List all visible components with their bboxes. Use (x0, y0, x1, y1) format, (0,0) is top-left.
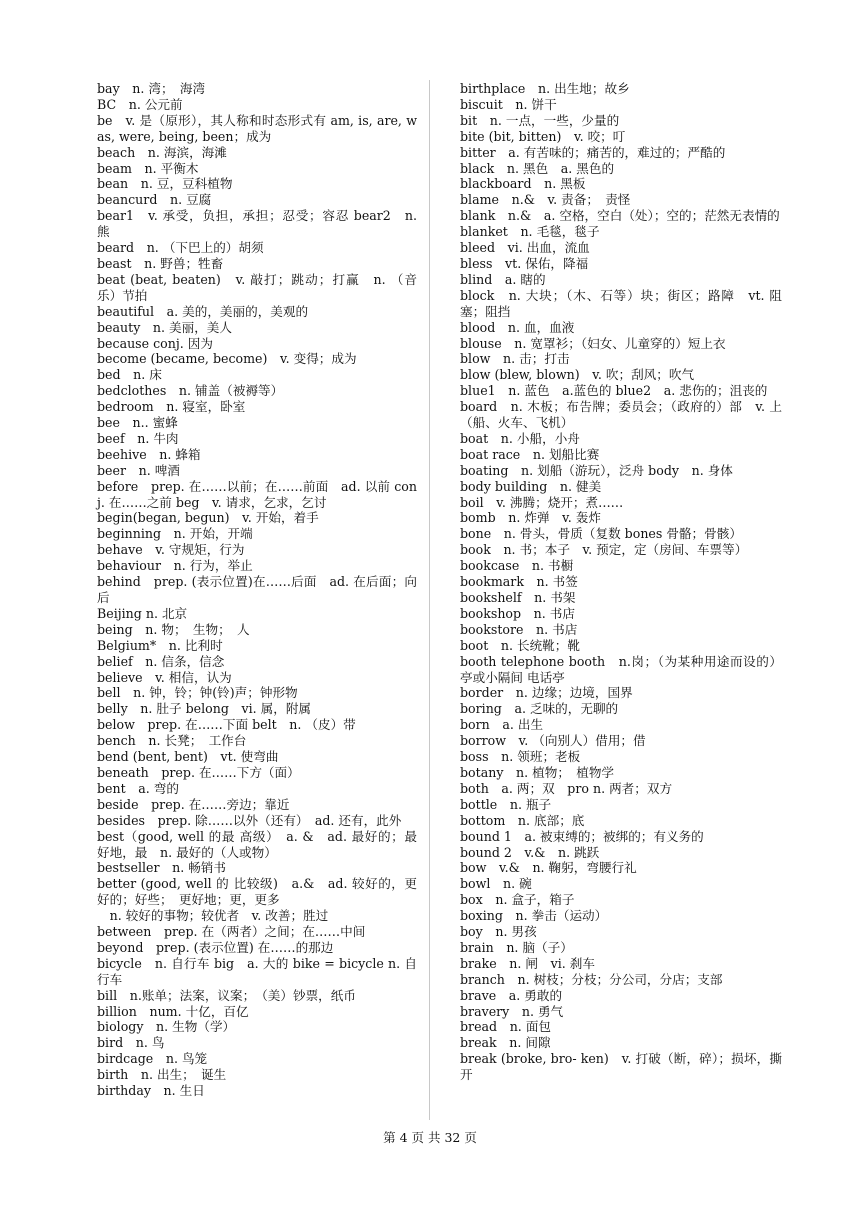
dictionary-entry: bitter a. 有苦味的；痛苦的，难过的；严酷的 (460, 144, 726, 160)
dictionary-entry: bravery n. 勇气 (460, 1003, 564, 1019)
dictionary-entry: bleed vi. 出血，流血 (460, 240, 590, 256)
dictionary-entry: bench n. 长凳； 工作台 (97, 733, 247, 749)
dictionary-entry: belly n. 肚子 belong vi. 属，附属 (97, 701, 312, 717)
dictionary-entry: bent a. 弯的 (97, 780, 179, 796)
dictionary-entry: board n. 木板；布告牌；委员会；（政府的）部 v. 上（船、火车、飞机） (460, 399, 782, 431)
dictionary-entry: boss n. 领班；老板 (460, 749, 581, 765)
dictionary-entry: Beijing n. 北京 (97, 605, 188, 621)
left-column (97, 81, 417, 1099)
dictionary-entry: beside prep. 在……旁边；靠近 (97, 796, 290, 812)
dictionary-entry: bedroom n. 寝室，卧室 (97, 399, 246, 415)
dictionary-entry: borrow v. （向别人）借用；借 (460, 733, 646, 749)
dictionary-entry: below prep. 在……下面 belt n. （皮）带 (97, 717, 356, 733)
dictionary-entry: bird n. 鸟 (97, 1035, 165, 1051)
dictionary-entry: brake n. 闸 vi. 刹车 (460, 955, 595, 971)
dictionary-entry: bread n. 面包 (460, 1019, 552, 1035)
dictionary-entry: bay n. 湾； 海湾 (97, 81, 206, 96)
dictionary-entry: bound 1 a. 被束缚的；被绑的；有义务的 (460, 828, 704, 844)
dictionary-entry: bottle n. 瓶子 (460, 796, 552, 812)
dictionary-entry: bless vt. 保佑，降福 (460, 255, 589, 271)
dictionary-entry: n. 较好的事物；较优者 v. 改善；胜过 (97, 908, 329, 924)
dictionary-entry: because conj. 因为 (97, 335, 213, 351)
dictionary-entry: behave v. 守规矩，行为 (97, 542, 245, 558)
column-divider (429, 80, 430, 1120)
dictionary-entry: behaviour n. 行为，举止 (97, 558, 253, 574)
dictionary-entry: bow v.& n. 鞠躬，弯腰行礼 (460, 860, 637, 876)
dictionary-entry: blow (blew, blown) v. 吹；刮风；吹气 (460, 367, 695, 383)
dictionary-entry: bottom n. 底部；底 (460, 812, 585, 828)
dictionary-entry: better (good, well 的 比较级) a.& ad. 较好的，更好的；好些； 更好地；更，更多 (97, 876, 417, 908)
dictionary-entry: blackboard n. 黑板 (460, 176, 586, 192)
dictionary-entry: blue1 n. 蓝色 a.蓝色的 blue2 a. 悲伤的；沮丧的 (460, 383, 768, 399)
dictionary-entry: bookstore n. 书店 (460, 621, 578, 637)
dictionary-entry: bit n. 一点，一些，少量的 (460, 112, 620, 128)
dictionary-entry: born a. 出生 (460, 717, 544, 733)
dictionary-entry: book n. 书；本子 v. 预定，定（房间、车票等） (460, 542, 748, 558)
dictionary-entry: boy n. 男孩 (460, 924, 537, 940)
dictionary-entry: bookshop n. 书店 (460, 605, 575, 621)
dictionary-entry: brave a. 勇敢的 (460, 987, 563, 1003)
dictionary-entry: bell n. 钟，铃；钟(铃)声；钟形物 (97, 685, 298, 701)
dictionary-entry: beer n. 啤酒 (97, 462, 180, 478)
dictionary-entry: break n. 间隙 (460, 1035, 551, 1051)
dictionary-entry: birthplace n. 出生地；故乡 (460, 81, 630, 96)
dictionary-entry: bee n.. 蜜蜂 (97, 415, 178, 431)
dictionary-entry: blind a. 瞎的 (460, 271, 546, 287)
dictionary-entry: botany n. 植物； 植物学 (460, 764, 615, 780)
dictionary-entry: blood n. 血，血液 (460, 319, 575, 335)
dictionary-entry: belief n. 信条，信念 (97, 653, 225, 669)
dictionary-entry: believe v. 相信，认为 (97, 669, 232, 685)
dictionary-entry: billion num. 十亿，百亿 (97, 1003, 249, 1019)
dictionary-entry: boat n. 小船，小舟 (460, 430, 580, 446)
dictionary-entry: being n. 物； 生物； 人 (97, 621, 250, 637)
dictionary-entry: Belgium* n. 比利时 (97, 637, 223, 653)
dictionary-entry: bite (bit, bitten) v. 咬；叮 (460, 128, 626, 144)
dictionary-entry: bean n. 豆，豆科植物 (97, 176, 233, 192)
dictionary-entry: beautiful a. 美的，美丽的，美观的 (97, 303, 309, 319)
dictionary-entry: border n. 边缘；边境，国界 (460, 685, 633, 701)
dictionary-entry: block n. 大块；（木、石等）块；街区；路障 vt. 阻塞；阻挡 (460, 287, 782, 319)
dictionary-entry: bookcase n. 书橱 (460, 558, 574, 574)
dictionary-entry: beef n. 牛肉 (97, 430, 179, 446)
dictionary-entry: bedclothes n. 铺盖（被褥等） (97, 383, 284, 399)
dictionary-entry: branch n. 树枝；分枝；分公司，分店；支部 (460, 971, 723, 987)
dictionary-entry: bill n.账单；法案，议案； （美）钞票，纸币 (97, 987, 356, 1003)
dictionary-entry: birthday n. 生日 (97, 1083, 205, 1099)
dictionary-entry: boot n. 长统靴；靴 (460, 637, 580, 653)
dictionary-entry: beauty n. 美丽，美人 (97, 319, 232, 335)
dictionary-entry: beard n. （下巴上的）胡须 (97, 240, 264, 256)
dictionary-entry: beast n. 野兽；牲畜 (97, 255, 224, 271)
dictionary-entry: besides prep. 除……以外（还有） ad. 还有，此外 (97, 812, 402, 828)
dictionary-entry: blank n.& a. 空格，空白（处）；空的；茫然无表情的 (460, 208, 780, 224)
dictionary-entry: beyond prep. (表示位置) 在……的那边 (97, 939, 334, 955)
right-column (460, 81, 782, 1083)
dictionary-entry: body building n. 健美 (460, 478, 602, 494)
dictionary-entry: best（good, well 的最 高级） a. & ad. 最好的；最好地，最 n. 最好的（人或物） (97, 828, 417, 860)
dictionary-entry: bone n. 骨头，骨质（复数 bones 骨骼；骨骸） (460, 526, 742, 542)
dictionary-entry: birdcage n. 鸟笼 (97, 1051, 208, 1067)
dictionary-entry: booth telephone booth n.岗；（为某种用途而设的）亭或小隔间 电话亭 (460, 653, 782, 685)
dictionary-entry: BC n. 公元前 (97, 96, 183, 112)
page-footer: 第 4 页 共 32 页 (383, 1130, 477, 1145)
dictionary-entry: boring a. 乏味的，无聊的 (460, 701, 619, 717)
dictionary-entry: beach n. 海滨，海滩 (97, 144, 227, 160)
dictionary-entry: bed n. 床 (97, 367, 162, 383)
dictionary-entry: black n. 黑色 a. 黑色的 (460, 160, 615, 176)
dictionary-entry: bookshelf n. 书架 (460, 590, 576, 605)
dictionary-entry: behind prep. (表示位置)在……后面 ad. 在后面；向后 (97, 574, 417, 605)
dictionary-entry: bookmark n. 书签 (460, 574, 578, 590)
dictionary-entry: blanket n. 毛毯，毯子 (460, 224, 600, 240)
dictionary-entry: beehive n. 蜂箱 (97, 446, 201, 462)
dictionary-entry: beneath prep. 在……下方（面） (97, 764, 300, 780)
dictionary-entry: biscuit n. 饼干 (460, 96, 557, 112)
dictionary-entry: be v. 是（原形），其人称和时态形式有 am, is, are, was, were, being, been；成为 (97, 112, 417, 144)
dictionary-entry: bomb n. 炸弹 v. 轰炸 (460, 510, 601, 526)
dictionary-entry: blow n. 击；打击 (460, 351, 570, 367)
dictionary-entry: begin(began, begun) v. 开始，着手 (97, 510, 319, 526)
dictionary-entry: become (became, become) v. 变得；成为 (97, 351, 357, 367)
dictionary-entry: break (broke, bro- ken) v. 打破（断，碎）；损坏，撕开 (460, 1051, 782, 1083)
dictionary-entry: bowl n. 碗 (460, 876, 532, 892)
dictionary-entry: boat race n. 划船比赛 (460, 446, 600, 462)
dictionary-entry: before prep. 在……以前；在……前面 ad. 以前 conj. 在……之前 beg v. 请求，乞求，乞讨 (97, 478, 417, 510)
dictionary-entry: between prep. 在（两者）之间；在……中间 (97, 924, 366, 940)
dictionary-entry: boil v. 沸腾；烧开；煮…… (460, 494, 624, 510)
dictionary-entry: bestseller n. 畅销书 (97, 860, 226, 876)
dictionary-entry: biology n. 生物（学） (97, 1019, 236, 1035)
dictionary-entry: brain n. 脑（子） (460, 939, 573, 955)
dictionary-entry: beam n. 平衡木 (97, 160, 199, 176)
dictionary-entry: blouse n. 宽罩衫；（妇女、儿童穿的）短上衣 (460, 335, 726, 351)
dictionary-entry: bound 2 v.& n. 跳跃 (460, 844, 600, 860)
dictionary-entry: both a. 两；双 pro n. 两者；双方 (460, 780, 673, 796)
dictionary-entry: blame n.& v. 责备； 责怪 (460, 192, 631, 208)
dictionary-entry: bend (bent, bent) vt. 使弯曲 (97, 749, 279, 765)
dictionary-entry: beginning n. 开始，开端 (97, 526, 253, 542)
dictionary-entry: beat (beat, beaten) v. 敲打；跳动；打赢 n. （音乐）节拍 (97, 271, 417, 303)
dictionary-entry: birth n. 出生； 诞生 (97, 1067, 227, 1083)
dictionary-entry: beancurd n. 豆腐 (97, 192, 212, 208)
dictionary-entry: boating n. 划船（游玩），泛舟 body n. 身体 (460, 462, 733, 478)
dictionary-entry: boxing n. 拳击（运动） (460, 908, 608, 924)
dictionary-entry: bear1 v. 承受，负担，承担；忍受；容忍 bear2 n. 熊 (97, 208, 417, 240)
dictionary-entry: bicycle n. 自行车 big a. 大的 bike = bicycle n. 自行车 (97, 955, 417, 987)
dictionary-entry: box n. 盒子，箱子 (460, 892, 575, 908)
